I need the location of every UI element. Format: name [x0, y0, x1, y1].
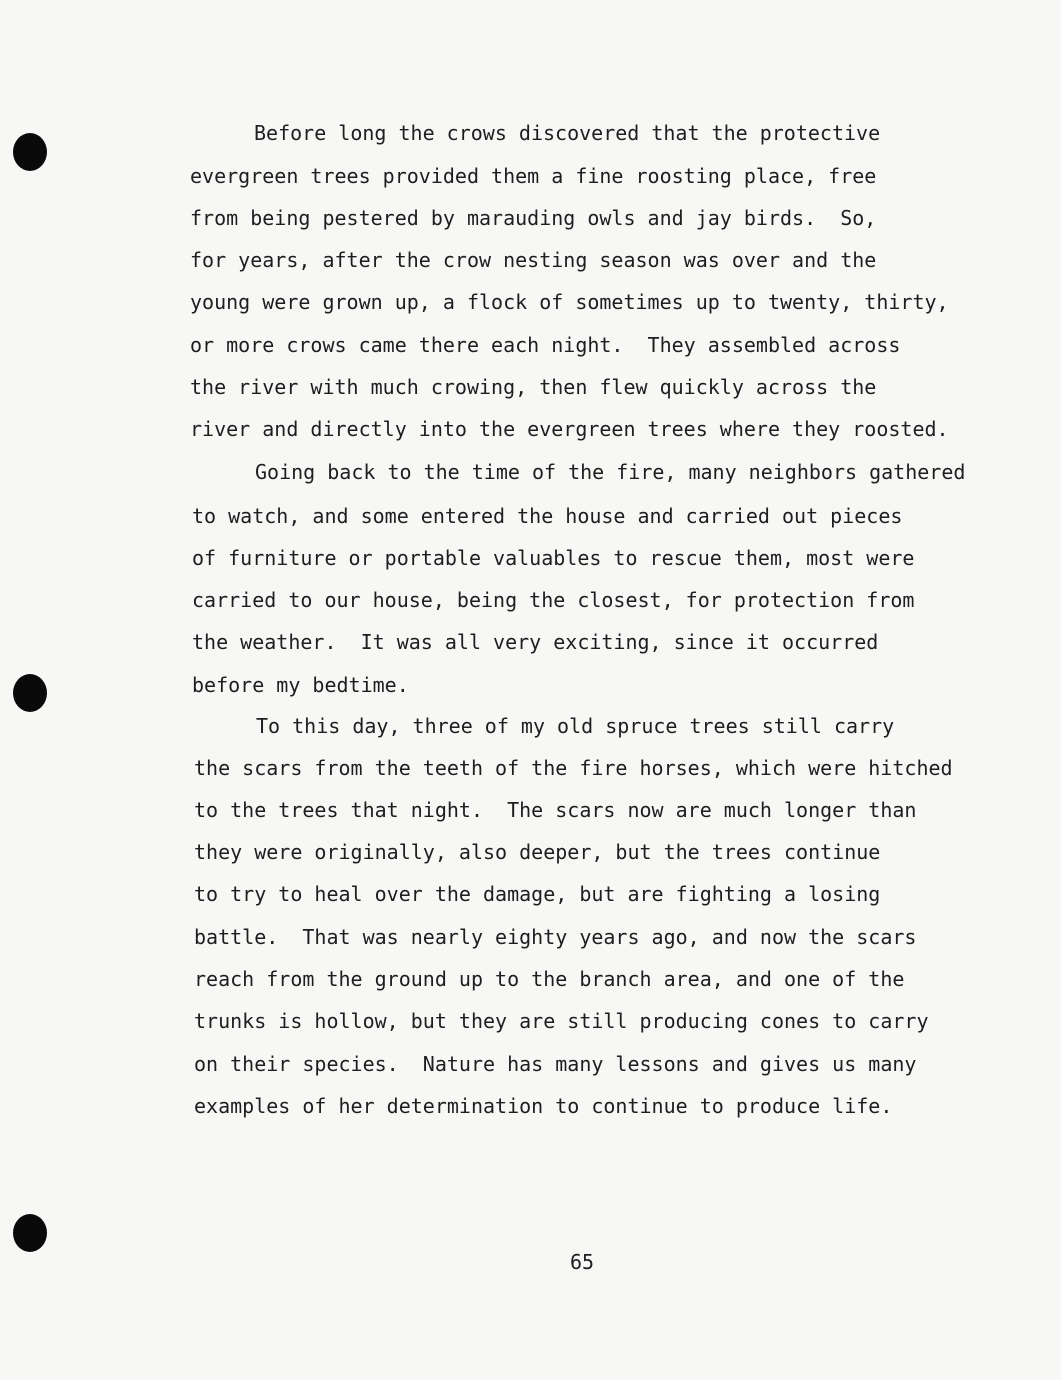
- binder-hole-bottom: [13, 1214, 47, 1252]
- text-line: trunks is hollow, but they are still producing cones to carry: [194, 1009, 929, 1033]
- binder-hole-middle: [13, 674, 47, 712]
- text-line: Before long the crows discovered that the protective: [254, 121, 881, 145]
- text-line: carried to our house, being the closest, for protection from: [192, 588, 915, 612]
- text-line: from being pestered by marauding owls and jay birds. So,: [190, 206, 877, 230]
- text-line: they were originally, also deeper, but the trees continue: [194, 840, 881, 864]
- text-line: the weather. It was all very exciting, since it occurred: [192, 630, 879, 654]
- text-line: for years, after the crow nesting season was over and the: [190, 248, 877, 272]
- text-line: the scars from the teeth of the fire horses, which were hitched: [194, 756, 953, 780]
- text-line: evergreen trees provided them a fine roosting place, free: [190, 164, 877, 188]
- text-line: on their species. Nature has many lessons and gives us many: [194, 1052, 917, 1076]
- text-line: to the trees that night. The scars now are much longer than: [194, 798, 917, 822]
- text-line: river and directly into the evergreen trees where they roosted.: [190, 417, 949, 441]
- text-line: to watch, and some entered the house and carried out pieces: [192, 504, 903, 528]
- text-line: the river with much crowing, then flew quickly across the: [190, 375, 877, 399]
- text-line: to try to heal over the damage, but are fighting a losing: [194, 882, 881, 906]
- text-line: or more crows came there each night. They assembled across: [190, 333, 901, 357]
- text-line: before my bedtime.: [192, 673, 409, 697]
- text-line: reach from the ground up to the branch area, and one of the: [194, 967, 905, 991]
- page-number: 65: [569, 1250, 595, 1274]
- text-line: battle. That was nearly eighty years ago, and now the scars: [194, 925, 917, 949]
- binder-hole-top: [13, 133, 47, 171]
- text-line: of furniture or portable valuables to rescue them, most were: [192, 546, 915, 570]
- text-line: young were grown up, a flock of sometimes up to twenty, thirty,: [190, 290, 949, 314]
- text-line: To this day, three of my old spruce trees still carry: [256, 714, 895, 738]
- text-line: Going back to the time of the fire, many neighbors gathered: [255, 460, 966, 484]
- text-line: examples of her determination to continue to produce life.: [194, 1094, 893, 1118]
